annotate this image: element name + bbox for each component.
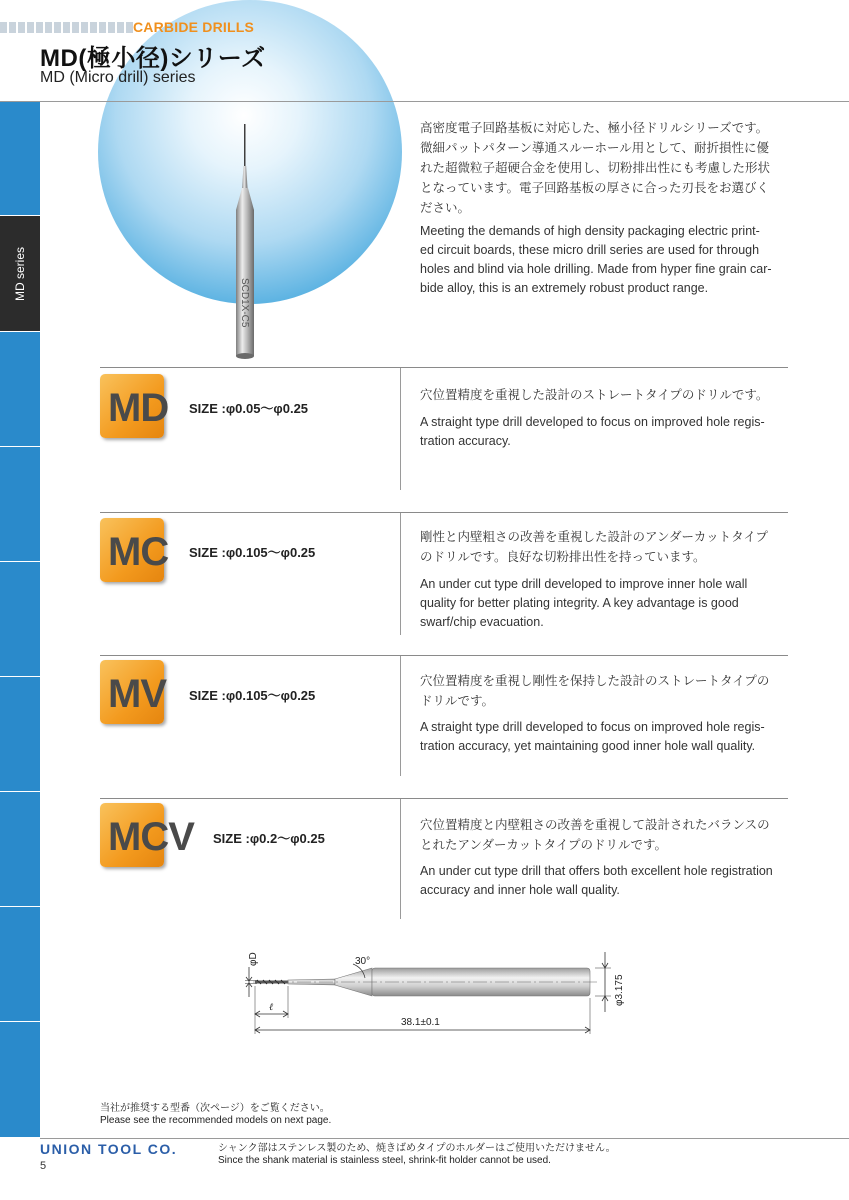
section-divider xyxy=(100,798,788,799)
header-divider xyxy=(0,101,849,102)
sidebar-tab-6[interactable] xyxy=(0,677,40,792)
section-vline xyxy=(400,368,401,490)
footer-divider xyxy=(40,1138,849,1139)
micro-drill-illustration xyxy=(225,118,265,368)
series-desc-en: An under cut type drill that offers both excellent hole registration accuracy and inner hole wall quality. xyxy=(420,864,773,897)
tool-marking: SCD1X-C5 xyxy=(239,278,250,328)
series-desc-en: A straight type drill developed to focus on improved hole regis- tration accuracy. xyxy=(420,415,765,448)
recommended-note: 当社が推奨する型番（次ページ）をご覧ください。 Please see the recommended models on next page. xyxy=(100,1103,332,1126)
series-desc-jp: 穴位置精度を重視した設計のストレートタイプのドリルです。 xyxy=(420,387,769,402)
series-code: MV xyxy=(108,672,166,716)
shank-diameter-label: φ3.175 xyxy=(614,974,625,1006)
series-desc-jp: 穴位置精度と内壁粗さの改善を重視して設計されたバランスの とれたアンダーカットタイプのドリルです。 xyxy=(420,817,770,852)
page-number: 5 xyxy=(40,1160,47,1172)
sidebar-tab-3[interactable] xyxy=(0,332,40,447)
series-code: MC xyxy=(108,530,169,574)
angle-label: 30° xyxy=(355,956,371,967)
series-code: MCV xyxy=(108,815,194,859)
page-subtitle: MD (Micro drill) series xyxy=(40,69,196,86)
section-divider xyxy=(100,367,788,368)
series-desc-jp: 剛性と内壁粗さの改善を重視した設計のアンダーカットタイプ のドリルです。良好な切粉排出性を持っています。 xyxy=(420,529,769,564)
series-code: MD xyxy=(108,386,169,430)
series-desc-en: A straight type drill developed to focus on improved hole regis- tration accuracy, yet maintaining good inner hole wall quality. xyxy=(420,720,765,753)
phi-d-label: φD xyxy=(248,952,259,966)
section-vline xyxy=(400,513,401,635)
section-divider xyxy=(100,655,788,656)
category-label: CARBIDE DRILLS xyxy=(133,19,255,35)
company-logo: UNION TOOL CO. xyxy=(40,1141,178,1157)
sidebar-tab-7[interactable] xyxy=(0,792,40,907)
flute-length-label: ℓ xyxy=(269,1002,274,1013)
series-size: SIZE :φ0.05～φ0.25 xyxy=(189,401,309,416)
intro-en: Meeting the demands of high density packaging electric print- ed circuit boards, these micro drill series are used for through holes and blind via hole drilling. Made from hyper fine grain car- bide alloy, this is an extremely robust product range. xyxy=(420,224,772,295)
sidebar-tab-4[interactable] xyxy=(0,447,40,562)
header-decor-squares xyxy=(0,22,133,33)
series-size: SIZE :φ0.105～φ0.25 xyxy=(189,688,316,703)
series-desc-jp: 穴位置精度を重視し剛性を保持した設計のストレートタイプの ドリルです。 xyxy=(420,673,770,708)
section-divider xyxy=(100,512,788,513)
overall-length-label: 38.1±0.1 xyxy=(401,1017,440,1028)
sidebar-tab-label: MD series xyxy=(13,246,27,301)
series-desc-en: An under cut type drill developed to improve inner hole wall quality for better plating integrity. A key advantage is good swarf/chip evacuation. xyxy=(420,577,748,629)
series-size: SIZE :φ0.2～φ0.25 xyxy=(213,831,325,846)
intro-jp: 高密度電子回路基板に対応した、極小径ドリルシリーズです。 微細パットパターン導通スルーホール用として、耐折損性に優 れた超微粒子超硬合金を使用し、切粉排出性にも考慮した形状 となっています。電子回路基板の厚さに合った刃長をお選びく ださい。 xyxy=(420,120,771,215)
drill-dimension-diagram xyxy=(235,942,635,1042)
sidebar-tab-5[interactable] xyxy=(0,562,40,677)
sidebar-tabs xyxy=(0,102,40,1138)
sidebar-tab-9[interactable] xyxy=(0,1022,40,1138)
section-vline xyxy=(400,656,401,776)
section-vline xyxy=(400,799,401,919)
sidebar-tab-md-series[interactable] xyxy=(0,216,40,332)
series-size: SIZE :φ0.105～φ0.25 xyxy=(189,545,316,560)
page-title: MD(極小径)シリーズ xyxy=(40,45,266,72)
sidebar-tab-1[interactable] xyxy=(0,102,40,216)
sidebar-tab-8[interactable] xyxy=(0,907,40,1022)
shank-note: シャンク部はステンレス製のため、焼きばめタイプのホルダーはご使用いただけません。 Since the shank material is stainless steel, shrink-fit holder cannot be used. xyxy=(218,1143,616,1166)
